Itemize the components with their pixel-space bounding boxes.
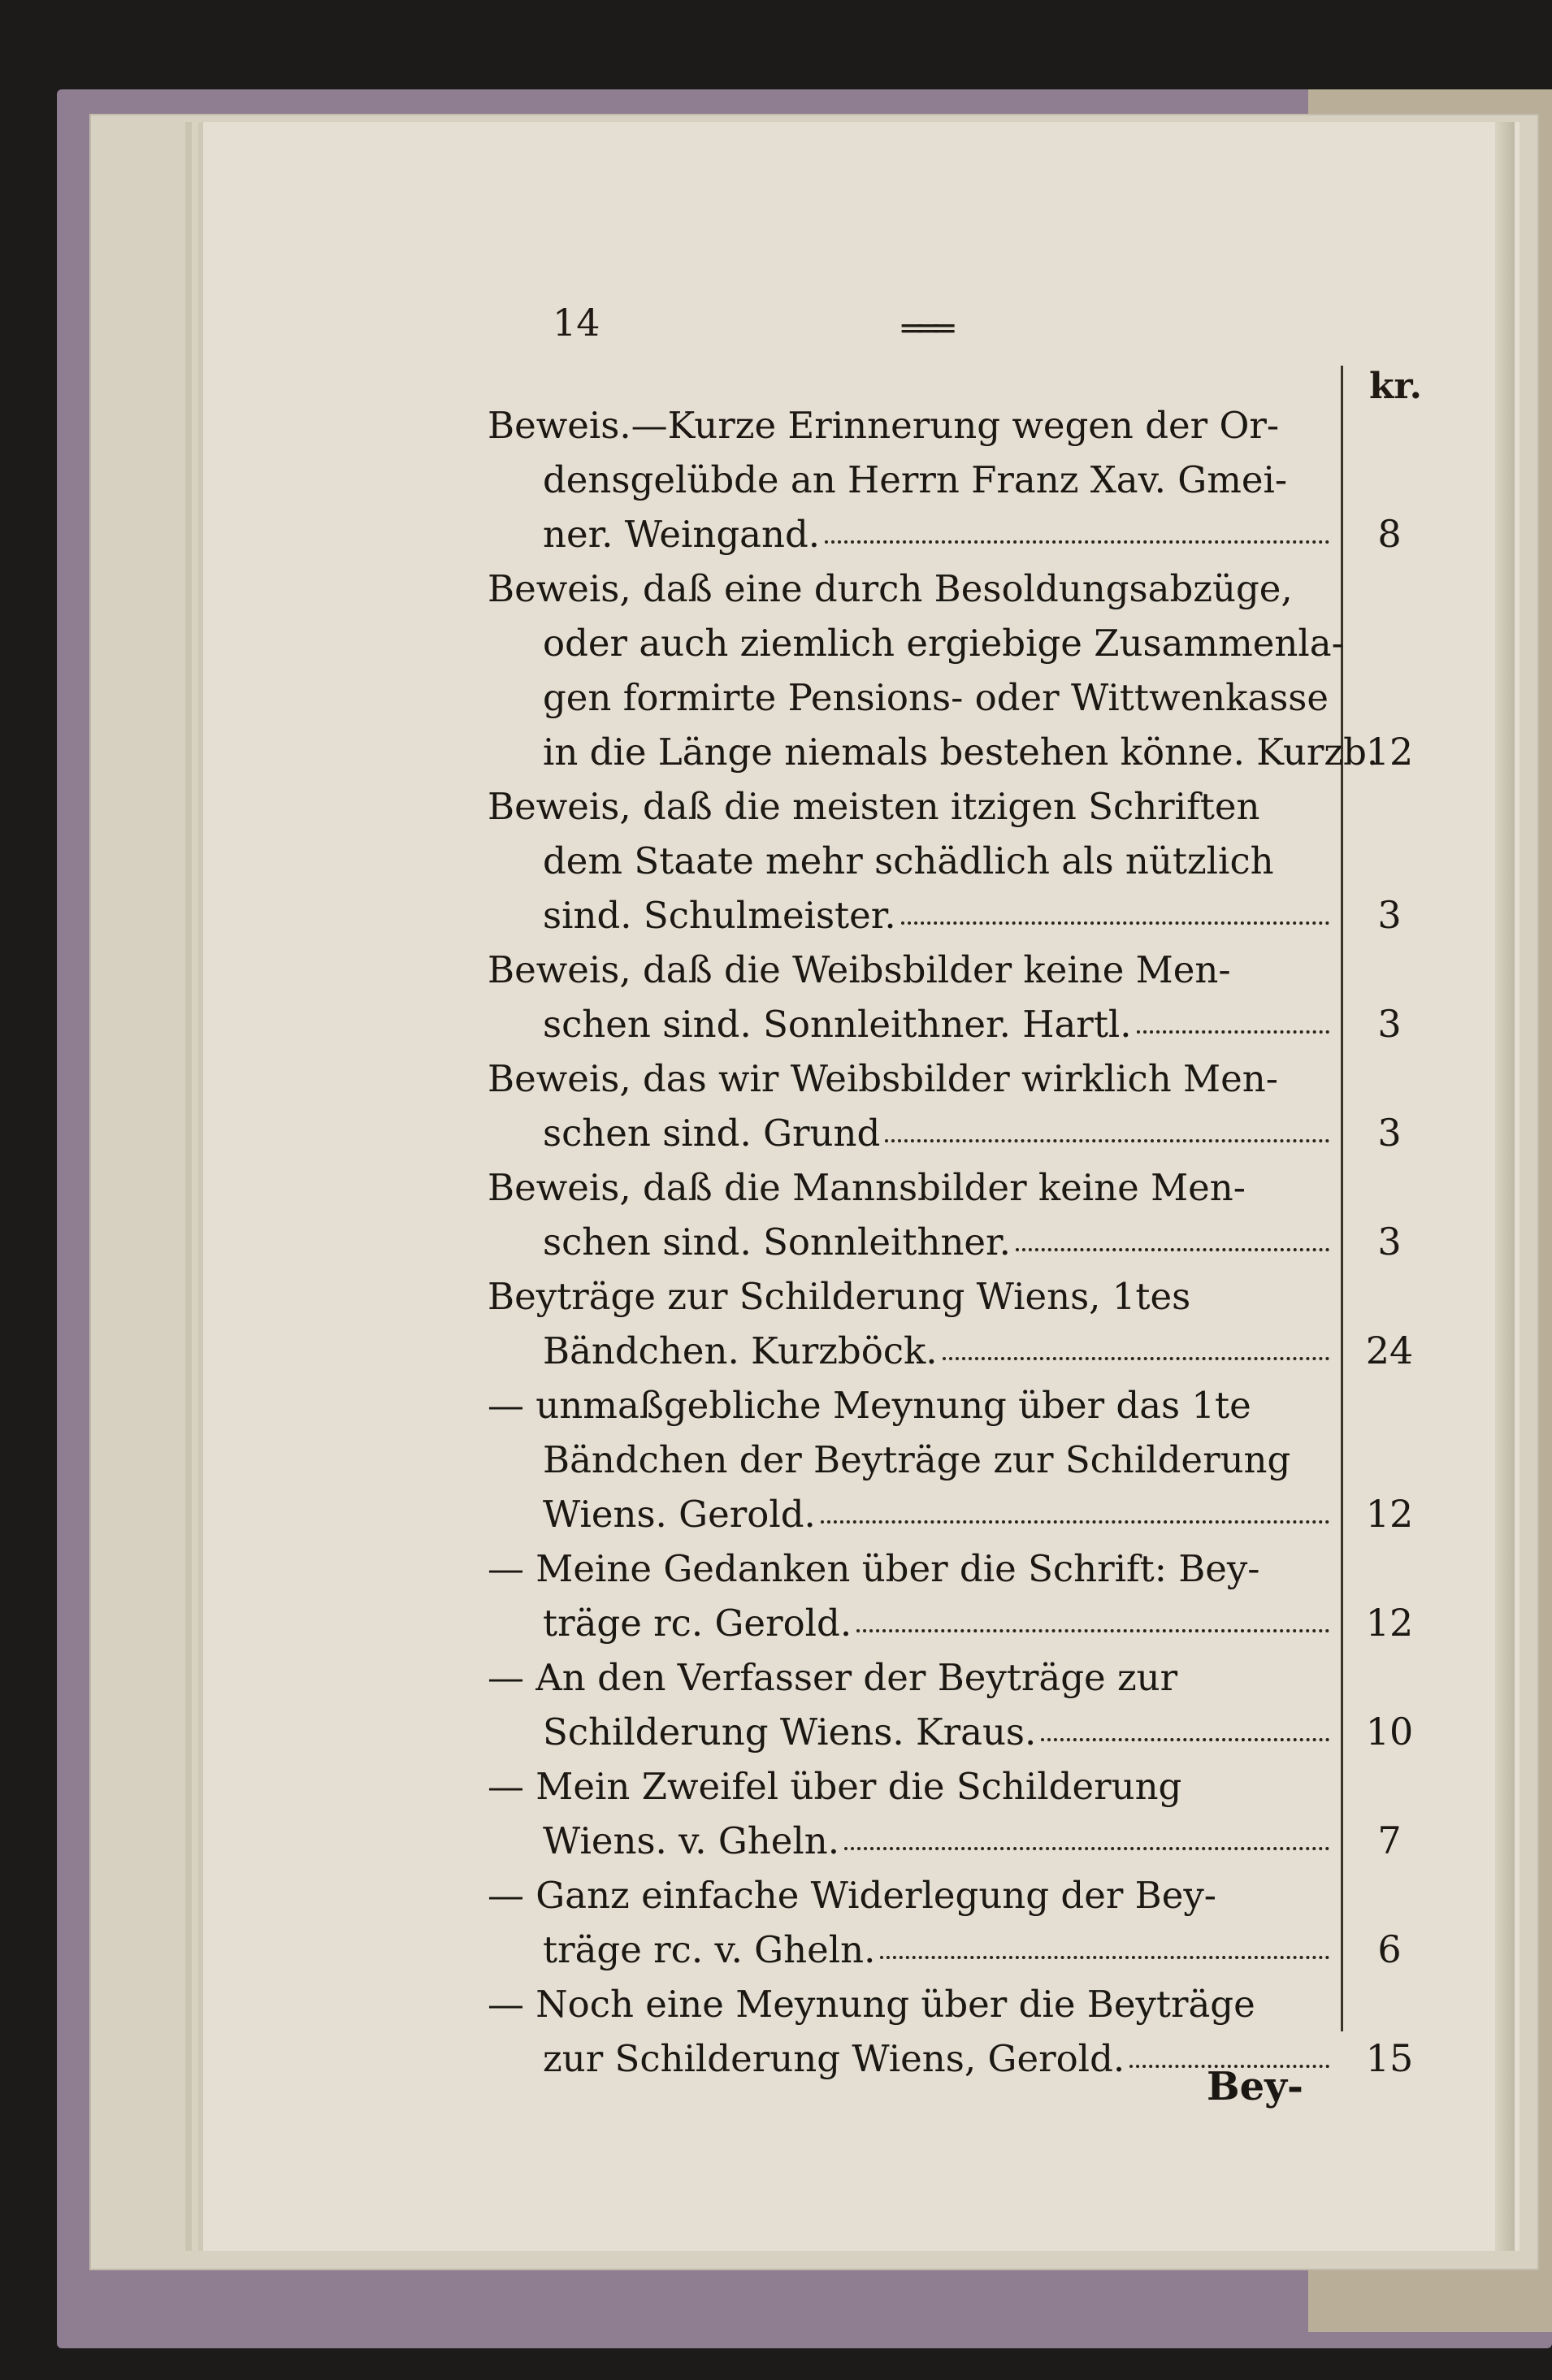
entry-line <box>488 616 1344 670</box>
entry-line <box>488 1596 1414 1650</box>
entry-line <box>488 834 1341 888</box>
entry-text: — Meine Gedanken über die Schrift: Bey- <box>488 1547 1260 1590</box>
entry-line <box>488 1160 1341 1215</box>
catalog-entry <box>488 561 1414 779</box>
entry-text: Beweis, das wir Weibsbilder wirklich Men- <box>488 1057 1278 1100</box>
entry-line <box>488 507 1402 561</box>
entry-price: 6 <box>1377 1927 1402 1971</box>
entry-text: Bändchen. Kurzböck. <box>543 1329 938 1372</box>
entry-text: gen formirte Pensions- oder Wittwenkasse <box>543 676 1329 719</box>
entry-text: in die Länge niemals bestehen könne. Kurzb. <box>543 730 1379 774</box>
entry-text: Beyträge zur Schilderung Wiens, 1tes <box>488 1275 1191 1318</box>
entry-line <box>488 725 1414 779</box>
catalog-entry <box>488 1868 1402 1977</box>
leader-dots <box>943 1342 1329 1360</box>
entry-price: 3 <box>1377 1220 1402 1264</box>
header-ornament: ═══ <box>902 310 952 348</box>
entry-line <box>488 1650 1341 1705</box>
entry-text: träge rc. Gerold. <box>543 1602 852 1645</box>
entry-text: schen sind. Sonnleithner. <box>543 1220 1011 1264</box>
catalog-entry <box>488 1759 1402 1868</box>
entry-price: 12 <box>1365 1492 1414 1536</box>
leader-dots <box>844 1832 1329 1850</box>
entry-line <box>488 1705 1414 1759</box>
catalog-entry <box>488 1650 1414 1759</box>
entry-price: 12 <box>1365 1601 1414 1645</box>
entry-line <box>488 779 1341 834</box>
entry-text: Beweis.—Kurze Erinnerung wegen der Or- <box>488 404 1280 447</box>
entry-text: dem Staate mehr schädlich als nützlich <box>543 839 1274 882</box>
entry-line <box>488 1378 1341 1433</box>
entry-text: schen sind. Grund <box>543 1112 881 1155</box>
entry-text: Schilderung Wiens. Kraus. <box>543 1710 1037 1754</box>
catalog-entry <box>488 943 1402 1051</box>
leader-dots <box>1041 1723 1329 1741</box>
entry-price: 7 <box>1377 1819 1402 1862</box>
entry-text: — Noch eine Meynung über die Beyträge <box>488 1983 1255 2026</box>
entry-text: — Mein Zweifel über die Schilderung <box>488 1765 1182 1808</box>
entry-text: — Ganz einfache Widerlegung der Bey- <box>488 1874 1216 1917</box>
entry-text: — An den Verfasser der Beyträge zur <box>488 1656 1178 1699</box>
entry-line <box>488 398 1341 453</box>
catalog-entries <box>488 398 1414 2086</box>
leader-dots <box>821 1506 1329 1524</box>
entry-text: Beweis, daß die Mannsbilder keine Men- <box>488 1166 1246 1209</box>
catalog-entry <box>488 398 1402 561</box>
leader-dots <box>1137 1016 1329 1034</box>
entry-price: 3 <box>1377 1002 1402 1046</box>
page-edge <box>1495 122 1515 2251</box>
entry-text: Beweis, daß die Weibsbilder keine Men- <box>488 948 1231 991</box>
leader-dots <box>885 1125 1329 1142</box>
entry-line <box>488 1269 1341 1324</box>
entry-text: träge rc. v. Gheln. <box>543 1928 876 1971</box>
entry-line <box>488 1106 1402 1160</box>
page-number: 14 <box>553 301 600 345</box>
catalog-entry <box>488 1051 1402 1160</box>
entry-text: — unmaßgebliche Meynung über das 1te <box>488 1384 1251 1427</box>
price-column-header: kr. <box>1369 366 1422 407</box>
entry-line <box>488 1977 1341 2031</box>
catalog-entry <box>488 1378 1414 1541</box>
entry-text: sind. Schulmeister. <box>543 894 896 937</box>
entry-line <box>488 1814 1402 1868</box>
entry-price: 10 <box>1365 1710 1414 1754</box>
entry-line <box>488 670 1341 725</box>
leader-dots <box>1016 1233 1329 1251</box>
leader-dots <box>901 907 1329 925</box>
entry-line <box>488 1923 1402 1977</box>
entry-line <box>488 1487 1414 1541</box>
entry-line <box>488 943 1341 997</box>
entry-line <box>488 561 1341 616</box>
entry-text: Wiens. v. Gheln. <box>543 1819 840 1862</box>
catalog-entry <box>488 1160 1402 1269</box>
entry-price: 3 <box>1377 1111 1402 1155</box>
entry-text: Wiens. Gerold. <box>543 1493 816 1536</box>
entry-text: schen sind. Sonnleithner. Hartl. <box>543 1003 1132 1046</box>
page-header <box>553 301 1365 366</box>
entry-line <box>488 888 1402 943</box>
catalog-entry <box>488 779 1402 943</box>
entry-text: Beweis, daß eine durch Besoldungsabzüge, <box>488 567 1293 610</box>
leader-dots <box>856 1615 1329 1632</box>
entry-price: 8 <box>1377 512 1402 556</box>
entry-price: 12 <box>1365 730 1414 774</box>
entry-text: Beweis, daß die meisten itzigen Schriften <box>488 785 1260 828</box>
entry-price: 3 <box>1377 893 1402 937</box>
entry-text: ner. Weingand. <box>543 513 821 556</box>
entry-text: zur Schilderung Wiens, Gerold. <box>543 2037 1125 2080</box>
entry-line <box>488 1215 1402 1269</box>
catalog-entry <box>488 1541 1414 1650</box>
catchword: Bey- <box>1207 2064 1303 2109</box>
entry-line <box>488 1541 1341 1596</box>
entry-line <box>488 453 1341 507</box>
leader-dots <box>825 526 1329 544</box>
entry-line <box>488 1759 1341 1814</box>
entry-line <box>488 997 1402 1051</box>
entry-line <box>488 1433 1341 1487</box>
entry-price: 15 <box>1365 2036 1414 2080</box>
entry-line <box>488 1051 1341 1106</box>
catalog-entry <box>488 1269 1414 1378</box>
entry-price: 24 <box>1365 1329 1414 1372</box>
leader-dots <box>880 1941 1329 1959</box>
entry-text: oder auch ziemlich ergiebige Zusammenla- <box>543 622 1344 665</box>
entry-line <box>488 1324 1414 1378</box>
entry-text: Bändchen der Beyträge zur Schilderung <box>543 1438 1291 1481</box>
entry-text: densgelübde an Herrn Franz Xav. Gmei- <box>543 458 1288 501</box>
entry-line <box>488 1868 1341 1923</box>
